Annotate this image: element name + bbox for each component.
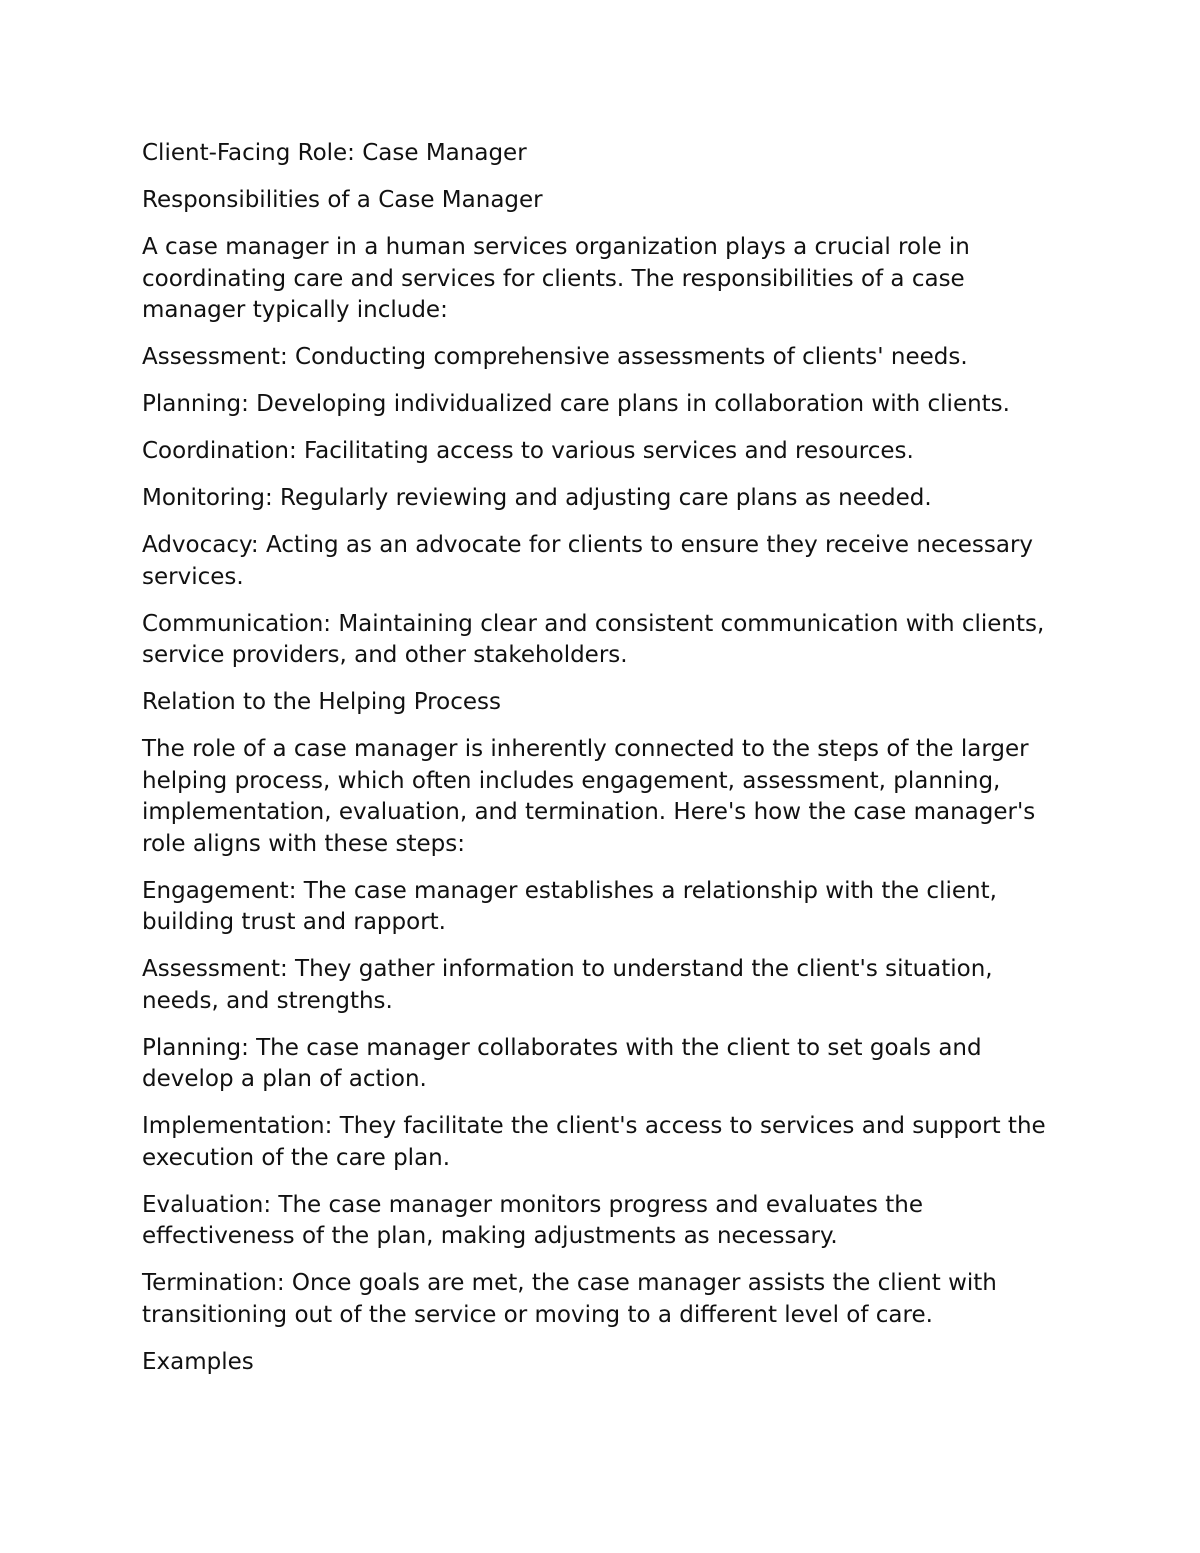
step-assessment: Assessment: They gather information to understand the client's situation, needs, and strengths. xyxy=(142,956,993,1014)
intro-paragraph: A case manager in a human services organization plays a crucial role in coordinating care and services for clients. The responsibilities of a case manager typically include: xyxy=(142,234,970,323)
step-engagement: Engagement: The case manager establishes a relationship with the client, building trust and rapport. xyxy=(142,877,997,935)
responsibility-communication: Communication: Maintaining clear and consistent communication with clients, service providers, and other stakeholders. xyxy=(142,610,1045,668)
step-termination: Termination: Once goals are met, the case manager assists the client with transitioning out of the service or moving to a different level of care. xyxy=(142,1270,997,1328)
document-body xyxy=(142,138,1072,1394)
responsibility-coordination: Coordination: Facilitating access to various services and resources. xyxy=(142,438,914,464)
step-evaluation: Evaluation: The case manager monitors progress and evaluates the effectiveness of the plan, making adjustments as necessary. xyxy=(142,1191,923,1249)
responsibility-planning: Planning: Developing individualized care plans in collaboration with clients. xyxy=(142,391,1010,417)
section-heading-responsibilities: Responsibilities of a Case Manager xyxy=(142,187,543,213)
helping-process-paragraph: The role of a case manager is inherently connected to the steps of the larger helping process, which often includes engagement, assessment, planning, implementation, evaluation, and termination. Here's how the case manager's role aligns with these steps: xyxy=(142,736,1036,857)
section-heading-helping-process: Relation to the Helping Process xyxy=(142,689,501,715)
step-implementation: Implementation: They facilitate the client's access to services and support the execution of the care plan. xyxy=(142,1113,1046,1171)
document-title: Client-Facing Role: Case Manager xyxy=(142,140,527,166)
responsibility-monitoring: Monitoring: Regularly reviewing and adjusting care plans as needed. xyxy=(142,485,932,511)
responsibility-assessment: Assessment: Conducting comprehensive assessments of clients' needs. xyxy=(142,344,968,370)
responsibility-advocacy: Advocacy: Acting as an advocate for clients to ensure they receive necessary services. xyxy=(142,532,1034,590)
step-planning: Planning: The case manager collaborates with the client to set goals and develop a plan of action. xyxy=(142,1034,982,1092)
section-heading-examples: Examples xyxy=(142,1348,254,1375)
